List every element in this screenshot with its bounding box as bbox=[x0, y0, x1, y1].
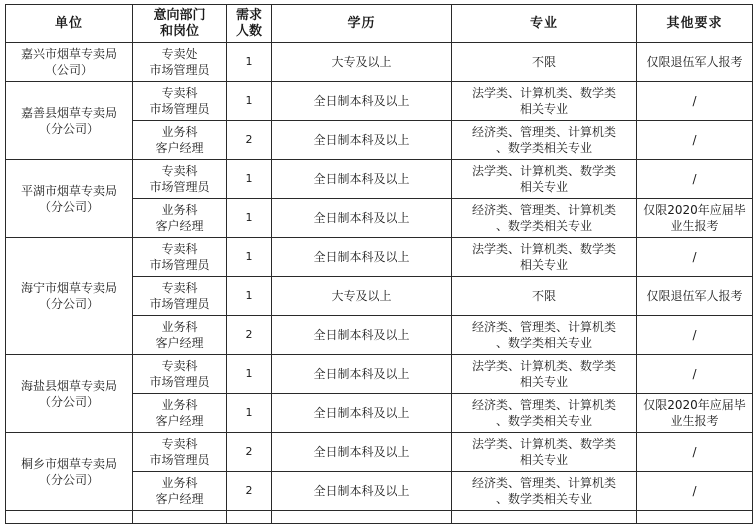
header-row bbox=[6, 5, 753, 43]
cell-count: 2 bbox=[227, 121, 272, 160]
cell-major: 不限 bbox=[452, 277, 637, 316]
cell-major: 法学类、计算机类、数学类 相关专业 bbox=[452, 355, 637, 394]
cell-education: 大专及以上 bbox=[272, 43, 452, 82]
cell-unit: 海盐县烟草专卖局 （分公司） bbox=[6, 355, 133, 433]
cell-dept-post: 专卖科 市场管理员 bbox=[133, 238, 227, 277]
cell-major: 经济类、管理类、计算机类 、数学类相关专业 bbox=[452, 199, 637, 238]
header-count: 需求 人数 bbox=[227, 5, 272, 43]
cell-count: 1 bbox=[227, 238, 272, 277]
cell-major: 经济类、管理类、计算机类 、数学类相关专业 bbox=[452, 472, 637, 511]
header-major: 专业 bbox=[452, 5, 637, 43]
cell-count: 2 bbox=[227, 316, 272, 355]
table-row bbox=[6, 82, 753, 121]
cell-dept-post: 业务科 客户经理 bbox=[133, 121, 227, 160]
cell-major: 经济类、管理类、计算机类 、数学类相关专业 bbox=[452, 121, 637, 160]
table-body bbox=[6, 43, 753, 524]
cell-major: 法学类、计算机类、数学类 相关专业 bbox=[452, 238, 637, 277]
table-row bbox=[6, 160, 753, 199]
cell-other: / bbox=[637, 121, 753, 160]
cell-education: 全日制本科及以上 bbox=[272, 394, 452, 433]
cell-count: 1 bbox=[227, 160, 272, 199]
table-row bbox=[6, 43, 753, 82]
cell-major: 法学类、计算机类、数学类 相关专业 bbox=[452, 82, 637, 121]
cell-education: 全日制本科及以上 bbox=[272, 160, 452, 199]
cell-dept-post: 业务科 客户经理 bbox=[133, 472, 227, 511]
cell-count: 1 bbox=[227, 394, 272, 433]
cell-empty bbox=[272, 511, 452, 524]
cell-empty bbox=[6, 511, 133, 524]
cell-count: 1 bbox=[227, 43, 272, 82]
cell-dept-post: 专卖科 市场管理员 bbox=[133, 277, 227, 316]
header-dept-post: 意向部门 和岗位 bbox=[133, 5, 227, 43]
recruitment-table-container bbox=[5, 4, 746, 531]
table-row bbox=[6, 355, 753, 394]
cell-dept-post: 专卖科 市场管理员 bbox=[133, 82, 227, 121]
cell-education: 大专及以上 bbox=[272, 277, 452, 316]
cell-dept-post: 专卖科 市场管理员 bbox=[133, 160, 227, 199]
cell-education: 全日制本科及以上 bbox=[272, 472, 452, 511]
cell-other: 仅限2020年应届毕 业生报考 bbox=[637, 199, 753, 238]
cell-dept-post: 业务科 客户经理 bbox=[133, 199, 227, 238]
cell-count: 2 bbox=[227, 472, 272, 511]
cell-other: / bbox=[637, 316, 753, 355]
header-unit: 单位 bbox=[6, 5, 133, 43]
cell-empty bbox=[452, 511, 637, 524]
cell-major: 经济类、管理类、计算机类 、数学类相关专业 bbox=[452, 316, 637, 355]
table-row bbox=[6, 511, 753, 524]
header-education: 学历 bbox=[272, 5, 452, 43]
table-row bbox=[6, 433, 753, 472]
cell-empty bbox=[227, 511, 272, 524]
cell-education: 全日制本科及以上 bbox=[272, 82, 452, 121]
cell-dept-post: 业务科 客户经理 bbox=[133, 316, 227, 355]
table-row bbox=[6, 238, 753, 277]
cell-education: 全日制本科及以上 bbox=[272, 121, 452, 160]
cell-education: 全日制本科及以上 bbox=[272, 238, 452, 277]
cell-other: / bbox=[637, 82, 753, 121]
cell-unit: 桐乡市烟草专卖局 （分公司） bbox=[6, 433, 133, 511]
cell-other: / bbox=[637, 355, 753, 394]
cell-dept-post: 专卖处 市场管理员 bbox=[133, 43, 227, 82]
cell-education: 全日制本科及以上 bbox=[272, 199, 452, 238]
cell-dept-post: 专卖科 市场管理员 bbox=[133, 433, 227, 472]
cell-count: 1 bbox=[227, 199, 272, 238]
cell-other: 仅限2020年应届毕 业生报考 bbox=[637, 394, 753, 433]
cell-other: / bbox=[637, 160, 753, 199]
cell-count: 1 bbox=[227, 82, 272, 121]
cell-unit: 嘉兴市烟草专卖局 （公司） bbox=[6, 43, 133, 82]
cell-other: 仅限退伍军人报考 bbox=[637, 43, 753, 82]
cell-other: 仅限退伍军人报考 bbox=[637, 277, 753, 316]
cell-other: / bbox=[637, 472, 753, 511]
cell-other: / bbox=[637, 433, 753, 472]
recruitment-table bbox=[5, 4, 753, 524]
header-other: 其他要求 bbox=[637, 5, 753, 43]
cell-major: 经济类、管理类、计算机类 、数学类相关专业 bbox=[452, 394, 637, 433]
cell-unit: 嘉善县烟草专卖局 （分公司） bbox=[6, 82, 133, 160]
cell-other: / bbox=[637, 238, 753, 277]
cell-education: 全日制本科及以上 bbox=[272, 316, 452, 355]
cell-dept-post: 业务科 客户经理 bbox=[133, 394, 227, 433]
cell-count: 2 bbox=[227, 433, 272, 472]
cell-major: 法学类、计算机类、数学类 相关专业 bbox=[452, 433, 637, 472]
cell-unit: 平湖市烟草专卖局 （分公司） bbox=[6, 160, 133, 238]
cell-major: 法学类、计算机类、数学类 相关专业 bbox=[452, 160, 637, 199]
cell-count: 1 bbox=[227, 355, 272, 394]
cell-education: 全日制本科及以上 bbox=[272, 355, 452, 394]
cell-unit: 海宁市烟草专卖局 （分公司） bbox=[6, 238, 133, 355]
cell-empty bbox=[637, 511, 753, 524]
cell-dept-post: 专卖科 市场管理员 bbox=[133, 355, 227, 394]
cell-education: 全日制本科及以上 bbox=[272, 433, 452, 472]
cell-major: 不限 bbox=[452, 43, 637, 82]
cell-count: 1 bbox=[227, 277, 272, 316]
cell-empty bbox=[133, 511, 227, 524]
